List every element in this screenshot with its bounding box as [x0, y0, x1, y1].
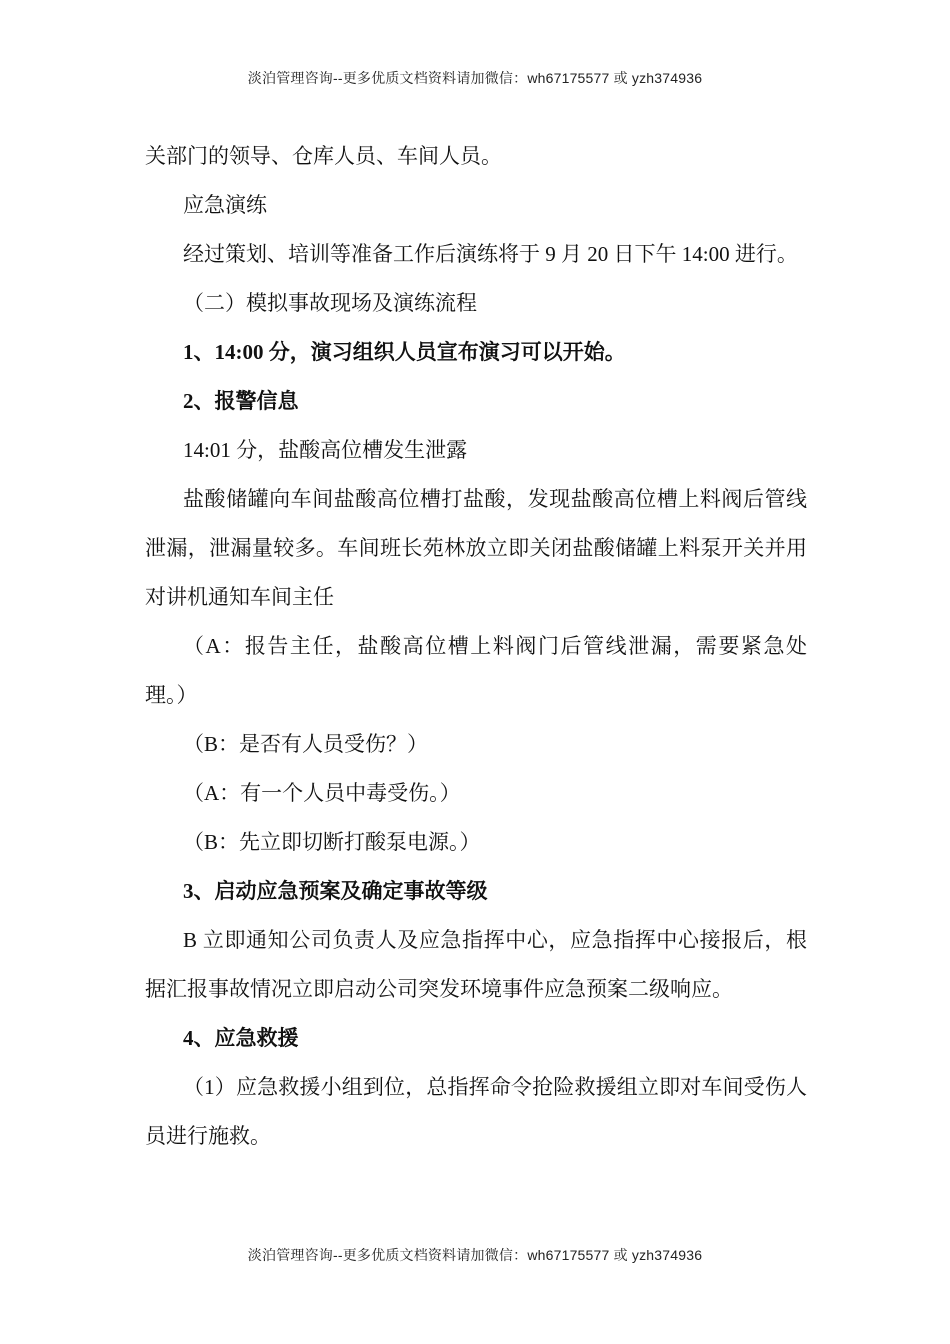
step-1-heading: 1、14:00 分，演习组织人员宣布演习可以开始。: [183, 340, 626, 364]
dialogue-a-report: （A：报告主任，盐酸高位槽上料阀门后管线泄漏，需要紧急处理。）: [145, 634, 807, 707]
paragraph-drill-schedule: 经过策划、培训等准备工作后演练将于 9 月 20 日下午 14:00 进行。: [183, 242, 798, 266]
paragraph-continuation: 关部门的领导、仓库人员、车间人员。: [145, 144, 502, 168]
paragraph-drill-heading: 应急演练: [183, 193, 267, 217]
paragraph-rescue: （1）应急救援小组到位，总指挥命令抢险救援组立即对车间受伤人员进行施救。: [145, 1075, 807, 1148]
page-header: 淡泊管理咨询--更多优质文档资料请加微信：wh67175577 或 yzh374936: [247, 70, 703, 86]
step-3-heading: 3、启动应急预案及确定事故等级: [183, 879, 488, 903]
dialogue-b-question: （B：是否有人员受伤？）: [183, 732, 429, 756]
paragraph-emergency-plan: B 立即通知公司负责人及应急指挥中心，应急指挥中心接报后，根据汇报事故情况立即启动公司突发环境事件应急预案二级响应。: [145, 928, 807, 1001]
step-4-heading: 4、应急救援: [183, 1026, 299, 1050]
dialogue-a-injury: （A：有一个人员中毒受伤。）: [183, 781, 461, 805]
section-heading-simulation: （二）模拟事故现场及演练流程: [183, 291, 477, 315]
paragraph-leak-description: 盐酸储罐向车间盐酸高位槽打盐酸，发现盐酸高位槽上料阀后管线泄漏，泄漏量较多。车间班长苑林放立即关闭盐酸储罐上料泵开关并用对讲机通知车间主任: [145, 487, 807, 609]
dialogue-b-instruction: （B：先立即切断打酸泵电源。）: [183, 830, 481, 854]
step-2-heading: 2、报警信息: [183, 389, 299, 413]
paragraph-leak-time: 14:01 分，盐酸高位槽发生泄露: [183, 438, 468, 462]
document-body: [145, 132, 807, 1161]
page-footer: 淡泊管理咨询--更多优质文档资料请加微信：wh67175577 或 yzh374936: [247, 1247, 703, 1263]
